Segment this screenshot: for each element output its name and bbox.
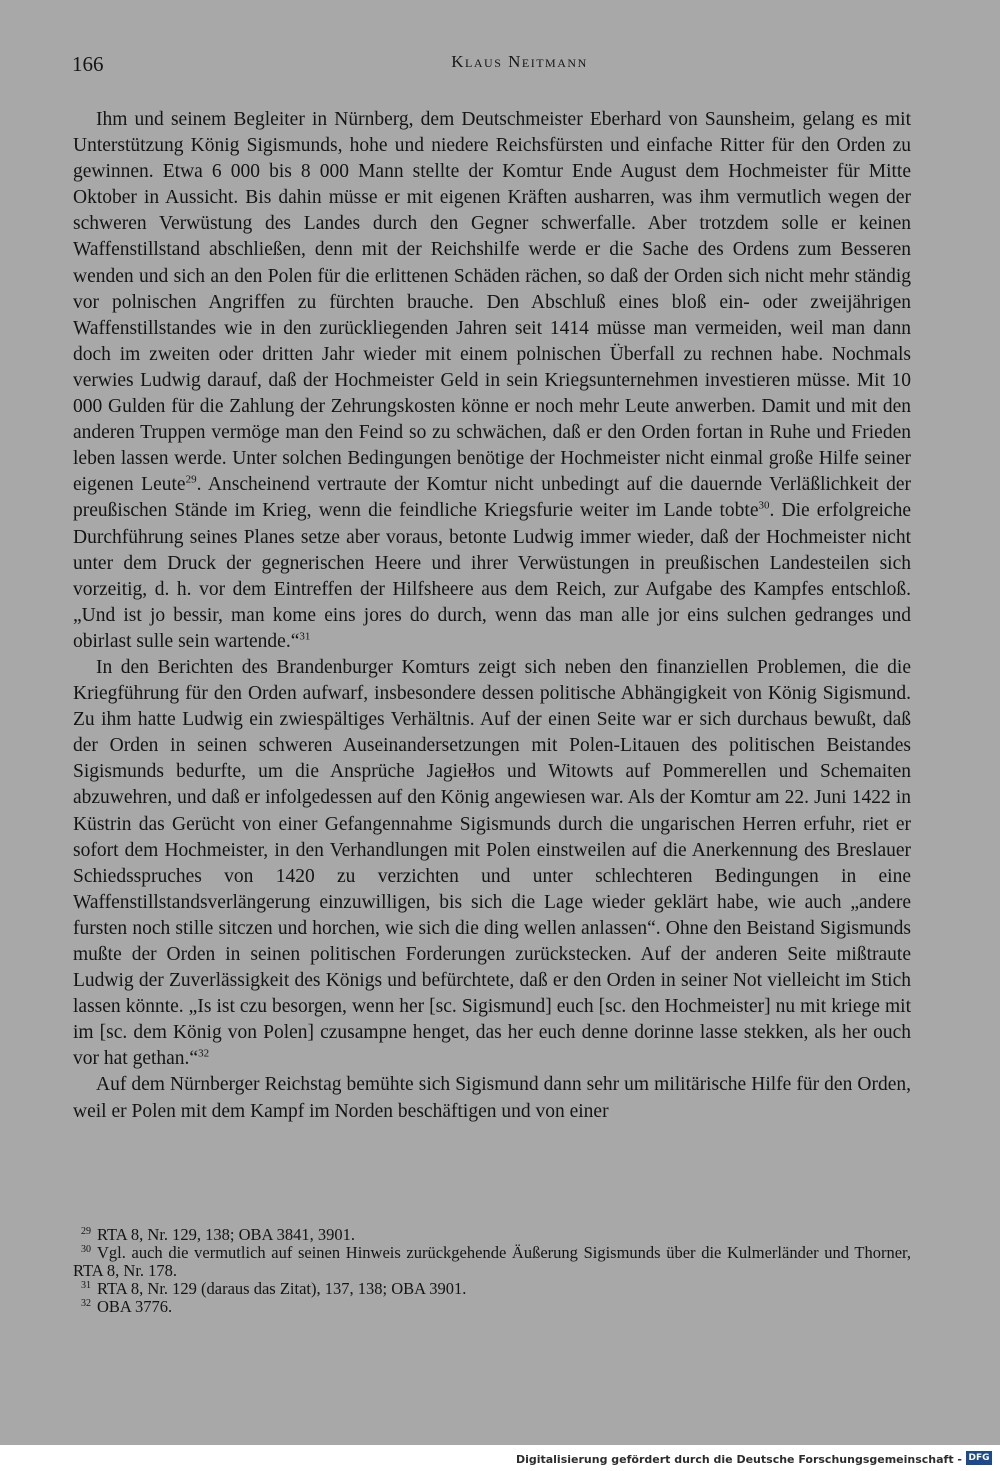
footnote — [73, 1226, 911, 1244]
footnote-text: RTA 8, Nr. 129 (daraus das Zitat), 137, 138; OBA 3901. — [97, 1279, 467, 1298]
footnote — [73, 1298, 911, 1316]
paragraph-2-text: In den Berichten des Brandenburger Komturs zeigt sich neben den finanziellen Problemen, die die Kriegführung für den Orden aufwarf, insbesondere dessen politische Abhängigkeit von König Sigismund. Zu ihm hatte Ludwig ein zwiespältiges Verhältnis. Auf der einen Seite war er sich durchaus bewußt, daß der Orden in seinen schweren Auseinandersetzungen mit Polen-Litauen des politischen Beistandes Sigismunds bedurfte, um die Ansprüche Jagiełłos und Witowts auf Pommerellen und Schemaiten abzuwehren, und daß er infolgedessen auf den König angewiesen war. Als der Komtur am 22. Juni 1422 in Küstrin das Gerücht von einer Gefangennahme Sigismunds durch die ungarischen Herren erfuhr, riet er sofort dem Hochmeister, in den Verhandlungen mit Polen einstweilen auf die Anerkennung des Breslauer Schiedsspruches von 1420 zu verzichten und unter schlechteren Bedingungen in eine Waffenstillstandsverlängerung einzuwilligen, bis sich die Lage wieder geklärt habe, wie auch „andere fursten noch stille sitczen und horchen, wie sich die ding wellen anlassen“. Ohne den Beistand Sigismunds mußte der Orden in seinen politischen Forderungen zurückstecken. Auf der anderen Seite mißtraute Ludwig der Zuverlässigkeit des Königs und befürchtete, daß er den Orden in seiner Not vielleicht im Stich lassen könnte. „Is ist czu besorgen, wenn her [sc. Sigismund] euch [sc. den Hochmeister] nu mit kriege mit im [sc. dem König von Polen] czusampne henget, das her euch denne dorinne lasse stekken, als her ouch vor hat gethan.“ — [73, 656, 911, 1070]
footnotes — [73, 1226, 911, 1316]
paragraph-2 — [73, 655, 911, 1073]
running-head-author: Klaus Neitmann — [451, 52, 588, 71]
paragraph-3 — [73, 1072, 911, 1124]
page-number: 166 — [72, 52, 104, 76]
footnote-ref-32: 32 — [198, 1047, 210, 1060]
footnote-text: RTA 8, Nr. 129, 138; OBA 3841, 3901. — [97, 1225, 356, 1244]
body-text — [73, 107, 911, 1125]
dfg-logo-icon[interactable]: DFG — [966, 1451, 992, 1465]
paragraph-1-text-b: . Anscheinend vertraute der Komtur nicht unbedingt auf die dauernde Verläßlichkeit der preußischen Stände im Krieg, wenn die feindliche Kriegsfurie weiter im Lande tobte — [73, 474, 911, 522]
footnote-text: OBA 3776. — [97, 1297, 173, 1316]
footnote — [73, 1280, 911, 1298]
footnote-ref-30: 30 — [758, 499, 770, 512]
paragraph-1-text-c: . Die erfolgreiche Durchführung seines Planes setze aber voraus, betonte Ludwig immer wieder, daß der Hochmeister nicht unter dem Druck der gegnerischen Heere und ihrer Verwüstungen in preußischen Landesteilen sich vorzeitig, d. h. vor dem Eintreffen der Hilfsheere aus dem Reich, zur Aufgabe des Kampfes entschloß. „Und ist jo bessir, man kome eins jores do durch, wenn das man alle jor eins sulchen gedranges und obirlast sulle sein wartende.“ — [73, 500, 911, 652]
footnote-number: 30 — [81, 1243, 91, 1255]
footnote-ref-31: 31 — [299, 630, 311, 643]
digitization-credit: Digitalisierung gefördert durch die Deutsche Forschungsgemeinschaft - — [515, 1453, 962, 1466]
footnote-number: 31 — [81, 1279, 91, 1291]
footnote-number: 29 — [81, 1225, 91, 1237]
paragraph-1-text-a: Ihm und seinem Begleiter in Nürnberg, dem Deutschmeister Eberhard von Saunsheim, gelang es mit Unterstützung König Sigismunds, hohe und niedere Reichsfürsten und einfache Ritter für den Orden zu gewinnen. Etwa 6 000 bis 8 000 Mann stellte der Komtur Ende August dem Hochmeister für Mitte Oktober in Aussicht. Bis dahin müsse er mit eigenen Kräften ausharren, was ihm vermutlich wegen der schweren Verwüstung des Landes durch den Gegner schwerfalle. Aber trotzdem solle er keinen Waffenstillstand abschließen, denn mit der Reichshilfe werde er die Sache des Ordens zum Besseren wenden und sich an den Polen für die erlittenen Schäden rächen, so daß der Orden sich nicht mehr ständig vor polnischen Angriffen zu fürchten brauche. Den Abschluß eines bloß ein- oder zweijährigen Waffenstillstandes wie in den zurückliegenden Jahren seit 1414 müsse man vermeiden, weil man dann doch im zweiten oder dritten Jahr wieder mit einem polnischen Überfall zu rechnen habe. Nochmals verwies Ludwig darauf, daß der Hochmeister Geld in sein Kriegsunternehmen investieren müsse. Mit 10 000 Gulden für die Zahlung der Zehrungskosten könne er noch mehr Leute anwerben. Damit und mit den anderen Truppen vermöge man den Feind so zu schwächen, daß er den Orden fortan in Ruhe und Frieden leben lassen werde. Unter solchen Bedingungen benötige der Hochmeister nicht einmal große Hilfe seiner eigenen Leute — [73, 109, 911, 496]
paragraph-1 — [73, 107, 911, 655]
running-head — [72, 52, 912, 82]
paragraph-3-text: Auf dem Nürnberger Reichstag bemühte sich Sigismund dann sehr um militärische Hilfe für den Orden, weil er Polen mit dem Kampf im Norden beschäftigen und von einer — [73, 1074, 911, 1122]
footnote — [73, 1244, 911, 1280]
footnote-text: Vgl. auch die vermutlich auf seinen Hinweis zurückgehende Äußerung Sigismunds über die Kulmerländer und Thorner, RTA 8, Nr. 178. — [73, 1243, 911, 1280]
footnote-ref-29: 29 — [185, 473, 197, 486]
digitization-footer — [0, 1445, 1000, 1471]
footnote-number: 32 — [81, 1297, 91, 1309]
